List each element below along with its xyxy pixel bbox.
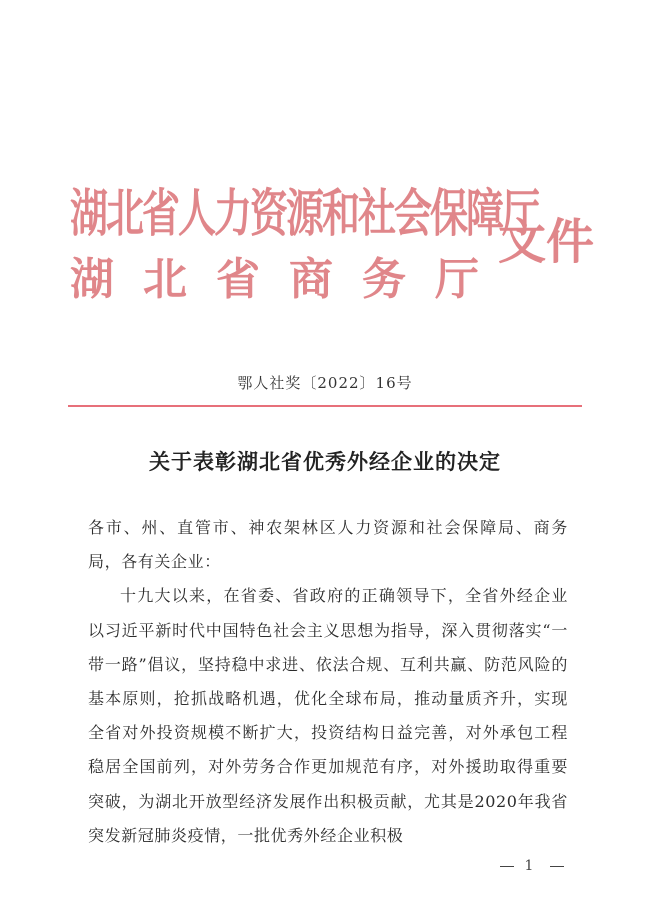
page-number-dash-left	[500, 866, 514, 867]
document-number: 鄂人社奖〔2022〕16号	[237, 374, 413, 392]
issuer-name-commerce-department: 湖北省商务厅	[70, 254, 508, 305]
document-title: 关于表彰湖北省优秀外经企业的决定	[149, 449, 501, 474]
red-divider-line	[68, 405, 582, 407]
page-number-dash-right	[550, 866, 564, 867]
document-header	[70, 180, 595, 330]
body-paragraph: 十九大以来，在省委、省政府的正确领导下，全省外经企业以习近平新时代中国特色社会主义思想为指导，深入贯彻落实“一带一路”倡议，坚持稳中求进、依法合规、互利共赢、防范风险的基本原则，抢抓战略机遇，优化全球布局，推动量质齐升，实现全省对外投资规模不断扩大，投资结构日益完善，对外承包工程稳居全国前列，对外劳务合作更加规范有序，对外援助取得重要突破，为湖北开放型经济发展作出积极贡献，尤其是2020年我省突发新冠肺炎疫情，一批优秀外经企业积极	[88, 586, 568, 845]
salutation: 各市、州、直管市、神农架林区人力资源和社会保障局、商务局，各有关企业：	[88, 518, 568, 572]
page-number	[500, 858, 564, 874]
issuer-name-hr-department: 湖北省人力资源和社会保障厅	[70, 182, 539, 244]
document-body	[88, 511, 568, 853]
page-number-value: 1	[524, 858, 540, 874]
document-type-label: 文件	[498, 214, 595, 270]
